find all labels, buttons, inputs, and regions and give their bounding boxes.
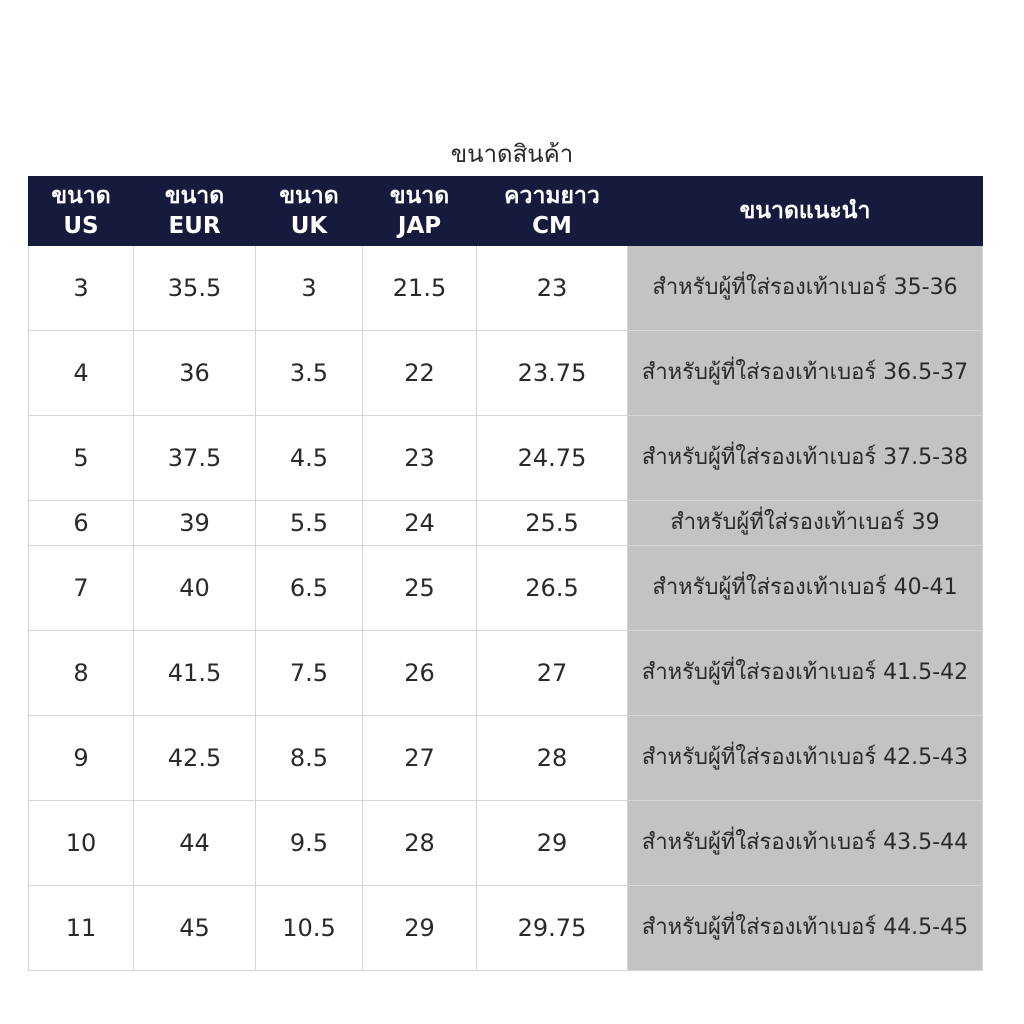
cell-cm: 29 xyxy=(477,801,628,886)
cell-eur: 36 xyxy=(134,331,256,416)
cell-us: 5 xyxy=(29,416,134,501)
cell-recommendation: สำหรับผู้ที่ใส่รองเท้าเบอร์ 44.5-45 xyxy=(628,886,983,971)
cell-recommendation: สำหรับผู้ที่ใส่รองเท้าเบอร์ 42.5-43 xyxy=(628,716,983,801)
table-row xyxy=(29,246,983,331)
cell-jap: 25 xyxy=(363,546,477,631)
cell-jap: 24 xyxy=(363,501,477,546)
cell-uk: 6.5 xyxy=(256,546,363,631)
header-cm: ความยาว CM xyxy=(477,177,628,246)
size-chart-table xyxy=(28,176,983,971)
cell-jap: 27 xyxy=(363,716,477,801)
table-header-row xyxy=(29,177,983,246)
cell-eur: 40 xyxy=(134,546,256,631)
table-body xyxy=(29,246,983,971)
cell-us: 9 xyxy=(29,716,134,801)
table-row xyxy=(29,631,983,716)
cell-uk: 3.5 xyxy=(256,331,363,416)
table-row xyxy=(29,886,983,971)
header-us: ขนาด US xyxy=(29,177,134,246)
table-row xyxy=(29,716,983,801)
cell-eur: 39 xyxy=(134,501,256,546)
cell-uk: 4.5 xyxy=(256,416,363,501)
header-uk: ขนาด UK xyxy=(256,177,363,246)
cell-uk: 7.5 xyxy=(256,631,363,716)
cell-cm: 26.5 xyxy=(477,546,628,631)
cell-cm: 29.75 xyxy=(477,886,628,971)
cell-eur: 45 xyxy=(134,886,256,971)
cell-cm: 25.5 xyxy=(477,501,628,546)
cell-cm: 27 xyxy=(477,631,628,716)
header-jap: ขนาด JAP xyxy=(363,177,477,246)
table-row xyxy=(29,501,983,546)
cell-jap: 23 xyxy=(363,416,477,501)
header-recommend: ขนาดแนะนำ xyxy=(628,177,983,246)
cell-recommendation: สำหรับผู้ที่ใส่รองเท้าเบอร์ 40-41 xyxy=(628,546,983,631)
table-row xyxy=(29,546,983,631)
table-caption: ขนาดสินค้า xyxy=(450,140,574,168)
cell-jap: 21.5 xyxy=(363,246,477,331)
table-row xyxy=(29,416,983,501)
cell-recommendation: สำหรับผู้ที่ใส่รองเท้าเบอร์ 41.5-42 xyxy=(628,631,983,716)
cell-cm: 23 xyxy=(477,246,628,331)
cell-jap: 29 xyxy=(363,886,477,971)
cell-recommendation: สำหรับผู้ที่ใส่รองเท้าเบอร์ 35-36 xyxy=(628,246,983,331)
cell-recommendation: สำหรับผู้ที่ใส่รองเท้าเบอร์ 36.5-37 xyxy=(628,331,983,416)
cell-recommendation: สำหรับผู้ที่ใส่รองเท้าเบอร์ 37.5-38 xyxy=(628,416,983,501)
cell-recommendation: สำหรับผู้ที่ใส่รองเท้าเบอร์ 39 xyxy=(628,501,983,546)
cell-eur: 44 xyxy=(134,801,256,886)
cell-us: 8 xyxy=(29,631,134,716)
cell-eur: 35.5 xyxy=(134,246,256,331)
cell-jap: 22 xyxy=(363,331,477,416)
cell-us: 11 xyxy=(29,886,134,971)
cell-recommendation: สำหรับผู้ที่ใส่รองเท้าเบอร์ 43.5-44 xyxy=(628,801,983,886)
cell-uk: 8.5 xyxy=(256,716,363,801)
cell-uk: 3 xyxy=(256,246,363,331)
cell-us: 10 xyxy=(29,801,134,886)
header-eur: ขนาด EUR xyxy=(134,177,256,246)
cell-cm: 24.75 xyxy=(477,416,628,501)
cell-us: 3 xyxy=(29,246,134,331)
cell-us: 7 xyxy=(29,546,134,631)
table-row xyxy=(29,331,983,416)
cell-eur: 41.5 xyxy=(134,631,256,716)
cell-uk: 5.5 xyxy=(256,501,363,546)
cell-eur: 37.5 xyxy=(134,416,256,501)
cell-jap: 28 xyxy=(363,801,477,886)
cell-cm: 23.75 xyxy=(477,331,628,416)
cell-cm: 28 xyxy=(477,716,628,801)
cell-uk: 9.5 xyxy=(256,801,363,886)
cell-uk: 10.5 xyxy=(256,886,363,971)
cell-eur: 42.5 xyxy=(134,716,256,801)
cell-us: 4 xyxy=(29,331,134,416)
cell-us: 6 xyxy=(29,501,134,546)
table-row xyxy=(29,801,983,886)
cell-jap: 26 xyxy=(363,631,477,716)
